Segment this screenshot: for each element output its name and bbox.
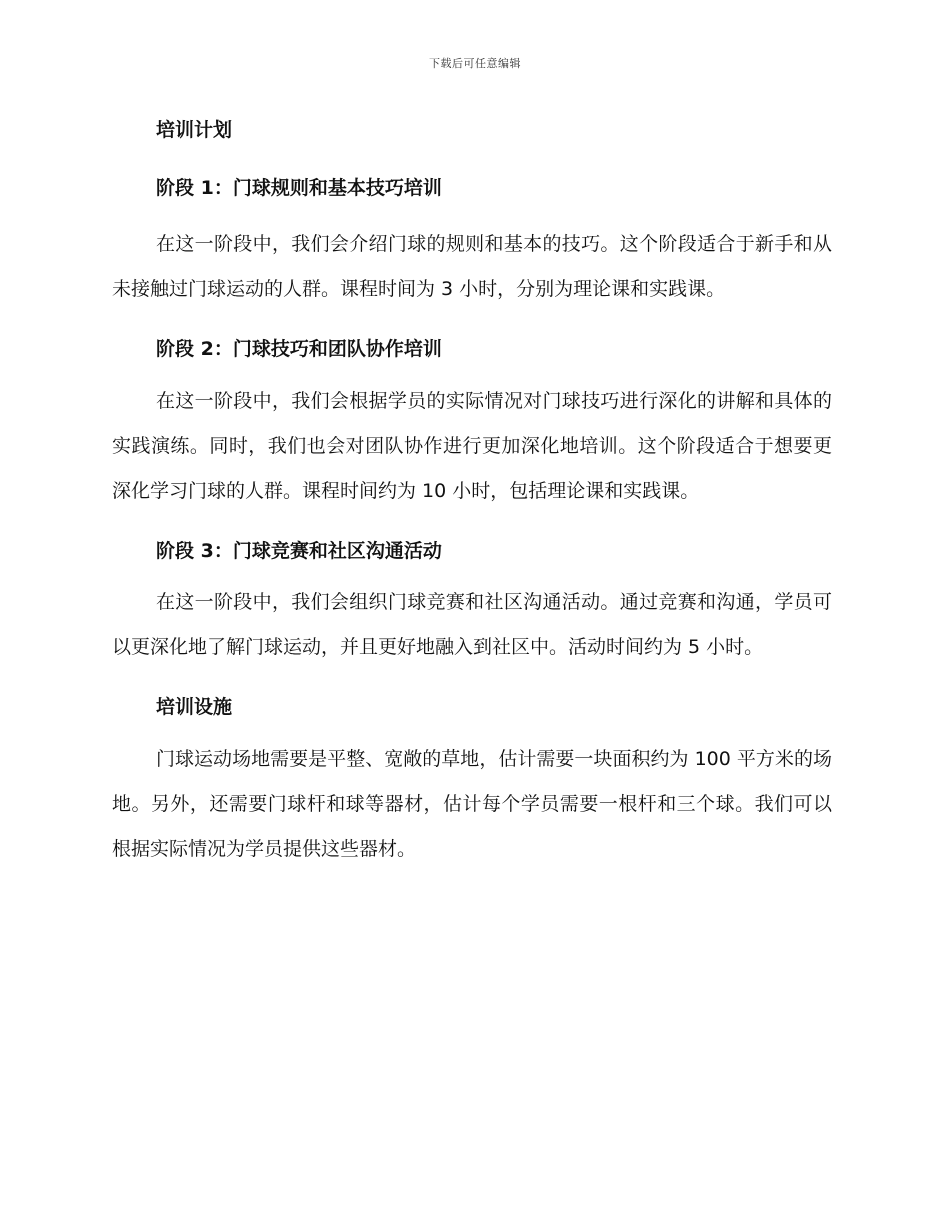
facilities-paragraph: 门球运动场地需要是平整、宽敞的草地，估计需要一块面积约为 100 平方米的场地。另外，还需要门球杆和球等器材，估计每个学员需要一根杆和三个球。我们可以根据实际情况为学员提供这些器材。 — [112, 748, 832, 860]
section-heading-training-plan: 培训计划 — [156, 119, 233, 141]
stage-2-paragraph: 在这一阶段中，我们会根据学员的实际情况对门球技巧进行深化的讲解和具体的实践演练。同时，我们也会对团队协作进行更加深化地培训。这个阶段适合于想要更深化学习门球的人群。课程时间约为 10 小时，包括理论课和实践课。 — [112, 390, 832, 502]
stage-1-paragraph: 在这一阶段中，我们会介绍门球的规则和基本的技巧。这个阶段适合于新手和从未接触过门球运动的人群。课程时间为 3 小时，分别为理论课和实践课。 — [112, 233, 832, 300]
document-body — [112, 110, 832, 872]
stage-2-heading: 阶段 2：门球技巧和团队协作培训 — [156, 338, 442, 360]
header-watermark: 下载后可任意编辑 — [429, 57, 521, 70]
section-heading-facilities: 培训设施 — [156, 696, 233, 718]
stage-3-paragraph: 在这一阶段中，我们会组织门球竞赛和社区沟通活动。通过竞赛和沟通，学员可以更深化地了解门球运动，并且更好地融入到社区中。活动时间约为 5 小时。 — [112, 591, 832, 658]
stage-1-heading: 阶段 1：门球规则和基本技巧培训 — [156, 177, 442, 199]
stage-3-heading: 阶段 3：门球竞赛和社区沟通活动 — [156, 540, 442, 562]
